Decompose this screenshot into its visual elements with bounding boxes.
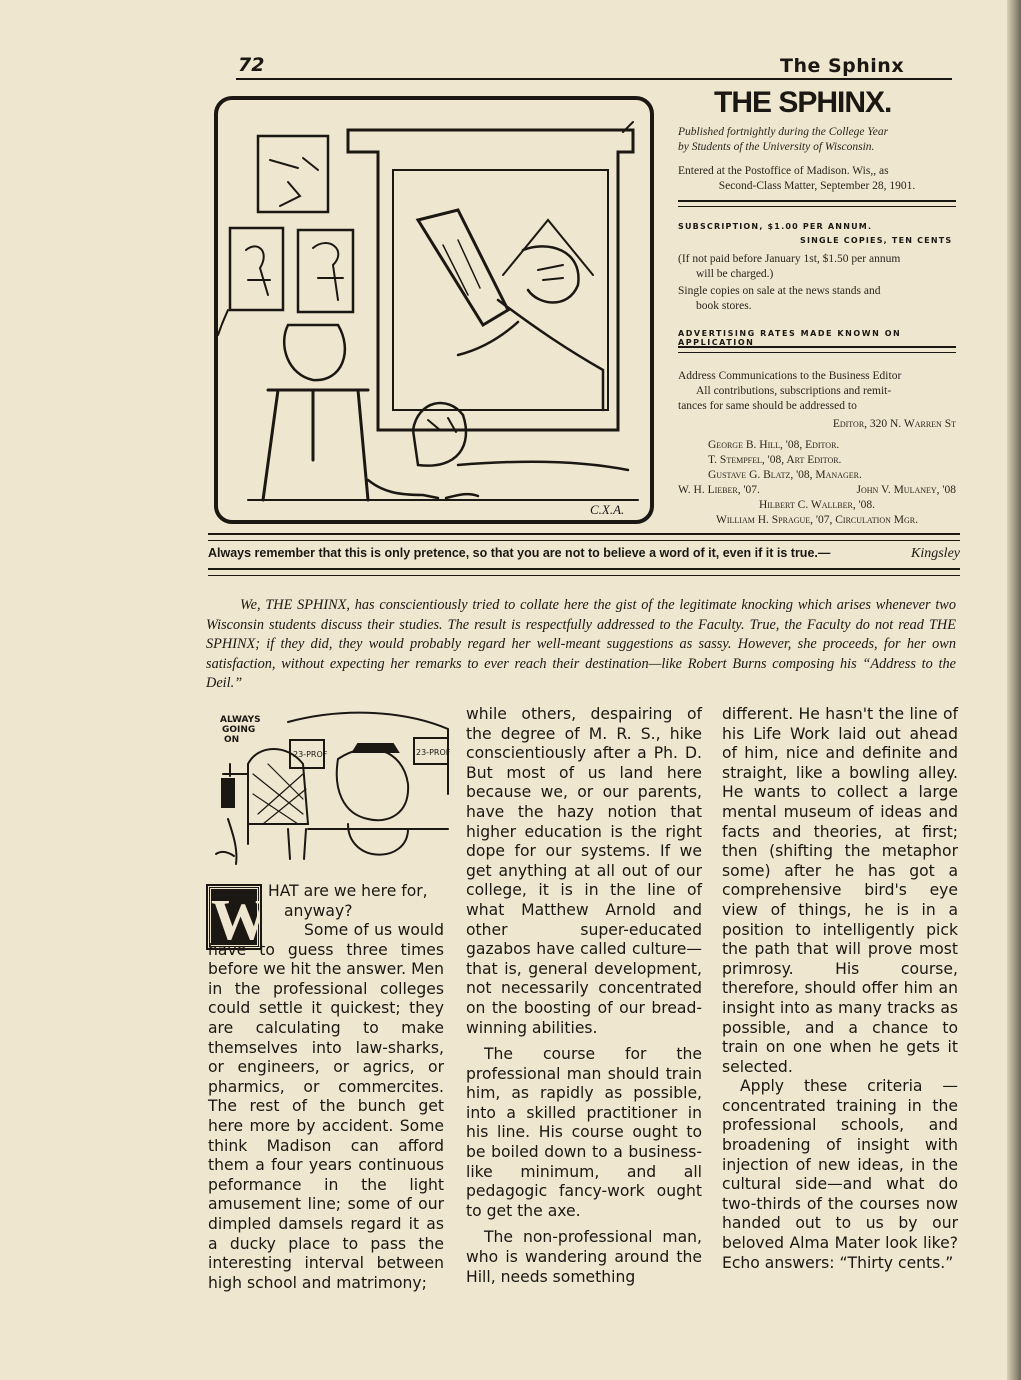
on-sale-line: book stores. xyxy=(696,300,752,312)
column-1-opening xyxy=(268,882,452,921)
paragraph: different. He hasn't the line of his Life Work laid out ahead of him, nice and definite and straight, like a bowling alley. He wants to collect a large mental museum of ideas and facts and theories, at first; then (shifting the metaphor some) after he has got a comprehensive bird's eye view of things, he is in a position to intelligently pick the path that will prove most primrosy. His course, therefore, should offer him an insight into as many tracks as possible, and a chance to train on one when he gets it selected. xyxy=(722,705,958,1076)
epigraph-text: Always remember that this is only pretence, so that you are not to believe a word of it, even if it is true.— xyxy=(208,546,831,560)
on-sale-line: Single copies on sale at the news stands and xyxy=(678,285,881,297)
prof-sign: 23-PROF xyxy=(416,748,451,757)
prof-sign: 23-PROF xyxy=(293,750,328,759)
staff-line: Gustave G. Blatz, '08, Manager. xyxy=(708,469,862,481)
paragraph: The course for the professional man should train him, as rapidly as possible, into a skilled practitioner in his line. His course ought to be boiled down to a business-like minimum, and all pedagogic fancy-work ought to get the axe. xyxy=(466,1045,702,1220)
masthead-rule xyxy=(678,200,956,207)
advertising-line: ADVERTISING RATES MADE KNOWN ON APPLICATION xyxy=(678,329,902,347)
payment-note-line: will be charged.) xyxy=(696,268,774,280)
cartoon-drawing xyxy=(218,100,654,524)
quote-rule xyxy=(208,533,960,541)
payment-note-line: (If not paid before January 1st, $1.50 per annum xyxy=(678,253,901,265)
staff-name: John V. Mulaney, '08 xyxy=(856,484,956,496)
epigraph xyxy=(208,546,960,562)
address-line: tances for same should be addressed to xyxy=(678,400,857,412)
drop-cap: W xyxy=(208,886,260,948)
staff-line: T. Stempfel, '08, Art Editor. xyxy=(708,454,842,466)
page-edge xyxy=(1007,0,1021,1380)
epigraph-author: Kingsley xyxy=(911,546,960,561)
on-sale-note xyxy=(678,284,956,314)
paragraph: Apply these criteria — concentrated training in the professional schools, and broadening of insight with injection of new ideas, in the cultural side—and what do two-thirds of the courses now handed out to us by our beloved Alma Mater look like? Echo answers: “Thirty cents.” xyxy=(722,1077,958,1272)
address-line: Address Communications to the Business Editor xyxy=(678,370,902,382)
quote-rule xyxy=(208,568,960,576)
masthead-title: THE SPHINX. xyxy=(714,86,892,119)
small-cartoon-drawing xyxy=(208,704,452,874)
page-number: 72 xyxy=(238,54,265,76)
staff-line xyxy=(678,483,956,498)
cartoon-signature: C.X.A. xyxy=(590,502,625,517)
running-head: The Sphinx xyxy=(780,55,905,77)
header-rule xyxy=(236,78,952,80)
opening-question: HAT are we here for, anyway? xyxy=(268,882,428,920)
address-info xyxy=(678,369,956,432)
staff-line: Hilbert C. Wallber, '08. xyxy=(758,499,876,511)
subscription-line: SUBSCRIPTION, $1.00 PER ANNUM. xyxy=(678,222,873,231)
paragraph: The non-professional man, who is wandering around the Hill, needs something xyxy=(466,1228,702,1286)
column-2 xyxy=(466,705,702,1287)
paragraph: while others, despairing of the degree of M. R. S., hike conscientiously after a Ph. D. But most of us land here because we, or our parents, have the hazy notion that higher education is the right dope for our systems. If we get anything at all out of our college, it is in the line of what Matthew Arnold and other super-educated gazabos have called culture—that is, general development, not necessarily concentrated on the boosting of our bread-winning abilities. xyxy=(466,705,702,1037)
column-3 xyxy=(722,705,958,1273)
cartoon-caption: ON xyxy=(224,735,240,745)
published-line: Published fortnightly during the College Year xyxy=(678,126,889,138)
staff-name: W. H. Lieber, '07. xyxy=(678,484,760,496)
entered-info xyxy=(678,164,956,194)
publication-info xyxy=(678,125,956,155)
intro-paragraph: We, THE SPHINX, has conscientiously tried to collate here the gist of the legitimate knocking which arises whenever two Wisconsin students discuss their studies. The result is respectfully addressed to the Faculty. True, the Faculty do not read THE SPHINX; if they did, they would probably regard her well-meant suggestions as sassy. However, she proceeds, for her own satisfaction, without expecting her remarks to ever reach their destination—like Robert Burns composing his “Address to the Deil.” xyxy=(206,597,956,691)
address-line: All contributions, subscriptions and remit- xyxy=(696,385,892,397)
cover-cartoon xyxy=(214,96,654,524)
editor-address: Editor, 320 N. Warren St xyxy=(832,418,956,430)
always-going-on-cartoon xyxy=(208,704,452,874)
paragraph: Some of us would have to guess three times before we hit the answer. Men in the professional colleges could settle it quickest; they are calculating to make themselves into law-sharks, or engineers, or agrics, or pharmics, or commercites. The rest of the bunch get here more by accident. Some think Madison can afford them a four years continuous peformance in the light amusement line; some of our dimpled damsels regard it as a ducky place to pass the interesting interval between high school and matrimony; xyxy=(208,921,445,1292)
staff-line: George B. Hill, '08, Editor. xyxy=(708,439,840,451)
entered-line: Second-Class Matter, September 28, 1901. xyxy=(718,180,916,192)
published-line: by Students of the University of Wisconsin. xyxy=(678,141,875,153)
entered-line: Entered at the Postoffice of Madison. Wis,, as xyxy=(678,165,889,177)
masthead-rule xyxy=(678,346,956,353)
cartoon-caption: GOING xyxy=(222,725,256,735)
payment-note xyxy=(678,252,956,282)
staff-line: William H. Sprague, '07, Circulation Mgr. xyxy=(715,514,918,526)
column-1 xyxy=(208,921,444,1293)
staff-list xyxy=(678,438,956,528)
cartoon-caption: ALWAYS xyxy=(220,715,261,725)
single-copies-line: SINGLE COPIES, TEN CENTS xyxy=(800,236,953,245)
